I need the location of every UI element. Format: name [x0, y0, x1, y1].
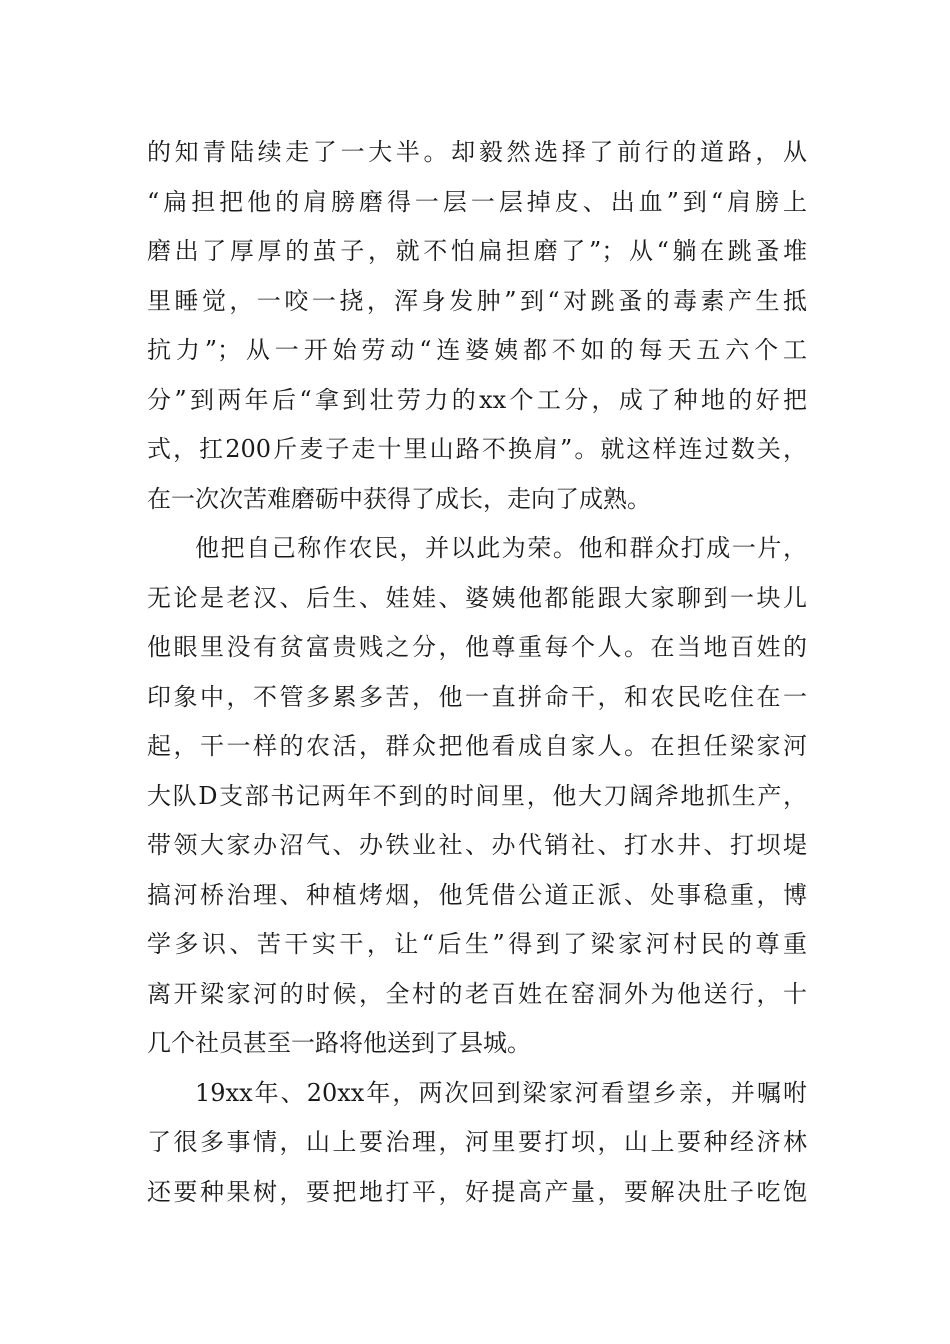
- text-line: 抗力”；从一开始劳动“连婆姨都不如的每天五六个工: [147, 336, 807, 364]
- text-line: 式，扛200斤麦子走十里山路不换肩”。就这样连过数关，: [147, 435, 807, 463]
- text-line: 无论是老汉、后生、娃娃、婆姨他都能跟大家聊到一块儿: [147, 583, 807, 612]
- text-line: 磨出了厚厚的茧子，就不怕扁担磨了”；从“躺在跳蚤堆: [147, 237, 807, 265]
- paragraph: [147, 524, 807, 1069]
- text-line: 他眼里没有贫富贵贱之分，他尊重每个人。在当地百姓的: [147, 633, 807, 661]
- text-line: 里睡觉，一咬一挠，浑身发肿”到“对跳蚤的毒素产生抵: [147, 286, 807, 315]
- text-line: 分”到两年后“拿到壮劳力的xx个工分，成了种地的好把: [147, 385, 807, 414]
- text-line: 起，干一样的农活，群众把他看成自家人。在担任梁家河: [147, 732, 807, 760]
- text-line: 19xx年、20xx年，两次回到梁家河看望乡亲，并嘱咐: [195, 1078, 807, 1107]
- text-line: 几个社员甚至一路将他送到了县城。: [147, 1029, 531, 1057]
- text-line: 他把自己称作农民，并以此为荣。他和群众打成一片，: [195, 534, 807, 562]
- text-line: 在一次次苦难磨砺中获得了成长，走向了成熟。: [147, 484, 651, 513]
- text-line: 还要种果树，要把地打平，好提高产量，要解决肚子吃饱: [147, 1177, 807, 1206]
- text-line: 学多识、苦干实干，让“后生”得到了梁家河村民的尊重: [147, 930, 807, 958]
- text-line: 的知青陆续走了一大半。却毅然选择了前行的道路，从: [147, 138, 807, 166]
- text-line: 搞河桥治理、种植烤烟，他凭借公道正派、处事稳重，博: [147, 880, 807, 909]
- paragraph: [147, 128, 807, 524]
- text-line: 了很多事情，山上要治理，河里要打坝，山上要种经济林: [147, 1128, 807, 1156]
- paragraph: [147, 1069, 807, 1218]
- text-line: 离开梁家河的时候，全村的老百姓在窑洞外为他送行，十: [147, 979, 807, 1008]
- text-line: 印象中，不管多累多苦，他一直拼命干，和农民吃住在一: [147, 682, 807, 711]
- text-line: “扁担把他的肩膀磨得一层一层掉皮、出血”到“肩膀上: [147, 187, 807, 216]
- body-text: [147, 128, 807, 1217]
- text-line: 大队D支部书记两年不到的时间里，他大刀阔斧地抓生产，: [147, 781, 807, 810]
- text-line: 带领大家办沼气、办铁业社、办代销社、打水井、打坝堤: [147, 831, 807, 859]
